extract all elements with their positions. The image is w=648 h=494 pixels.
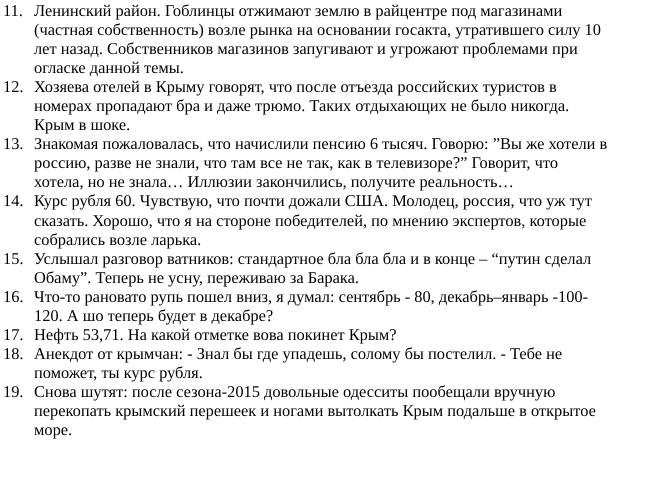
- item-text: [34, 249, 648, 287]
- item-text-line: Что-то рановато рупь пошел вниз, я думал: сентябрь - 80, декабрь–январь -100-: [34, 286, 589, 306]
- list-item: [0, 325, 648, 344]
- item-number: 17.: [3, 324, 24, 344]
- list-item: [0, 382, 648, 439]
- item-text-line: собрались возле ларька.: [34, 229, 202, 249]
- item-text: [34, 325, 648, 344]
- item-number: 19.: [3, 381, 24, 401]
- item-text: [34, 134, 648, 191]
- item-text: [34, 382, 648, 439]
- item-text-line: (частная собственность) возле рынка на основании госакта, утратившего силу 10: [34, 20, 601, 40]
- item-text-line: Крым в шоке.: [34, 115, 131, 135]
- item-number: 18.: [3, 343, 24, 363]
- item-text-line: Услышал разговор ватников: стандартное бла бла бла и в конце – “путин сделал: [34, 248, 592, 268]
- list-item: [0, 134, 648, 191]
- item-text-line: россию, разве не знали, что там все не так, как в телевизоре?” Говорит, что: [34, 153, 559, 173]
- item-number: 13.: [3, 134, 24, 154]
- item-text-line: поможет, ты курс рубля.: [34, 362, 203, 382]
- item-text: [34, 287, 648, 325]
- item-text-line: номерах пропадают бра и даже трюмо. Таких отдыхающих не было никогда.: [34, 96, 570, 116]
- item-text: [34, 77, 648, 134]
- list-item: [0, 249, 648, 287]
- list-item: [0, 287, 648, 325]
- item-text-line: огласке данной темы.: [34, 58, 184, 78]
- item-number: 16.: [3, 286, 24, 306]
- list-item: [0, 77, 648, 134]
- item-text-line: Хозяева отелей в Крыму говорят, что после отъезда российских туристов в: [34, 77, 557, 97]
- item-text-line: Анекдот от крымчан: - Знал бы где упадешь, солому бы постелил. - Тебе не: [34, 343, 563, 363]
- item-number: 14.: [3, 191, 24, 211]
- item-number: 12.: [3, 77, 24, 97]
- item-text: [34, 344, 648, 382]
- item-text-line: Обаму”. Теперь не усну, переживаю за Барака.: [34, 267, 359, 287]
- item-text-line: Нефть 53,71. На какой отметке вова покинет Крым?: [34, 324, 397, 344]
- item-number: 15.: [3, 248, 24, 268]
- item-text-line: 120. А шо теперь будет в декабре?: [34, 305, 274, 325]
- list-item: [0, 191, 648, 248]
- item-text-line: хотела, но не знала… Иллюзии закончились, получите реальность…: [34, 172, 514, 192]
- item-text-line: перекопать крымский перешеек и ногами вытолкать Крым подальше в открытое: [34, 400, 596, 420]
- item-text-line: Знакомая пожаловалась, что начислили пенсию 6 тысяч. Говорю: ”Вы же хотели в: [34, 134, 608, 154]
- item-text-line: сказать. Хорошо, что я на стороне победителей, по мнению экспертов, которые: [34, 210, 587, 230]
- item-text-line: море.: [34, 420, 73, 440]
- item-text-line: Курс рубля 60. Чувствую, что почти дожали США. Молодец, россия, что уж тут: [34, 191, 592, 211]
- list-item: [0, 344, 648, 382]
- item-text-line: Ленинский район. Гоблинцы отжимают землю в райцентре под магазинами: [34, 1, 563, 20]
- item-text-line: лет назад. Собственников магазинов запугивают и угрожают проблемами при: [34, 39, 578, 59]
- item-text: [34, 191, 648, 248]
- list-item: [0, 1, 648, 77]
- item-number: 11.: [3, 1, 23, 20]
- item-text: [34, 1, 648, 77]
- item-text-line: Снова шутят: после сезона-2015 довольные одесситы пообещали вручную: [34, 381, 556, 401]
